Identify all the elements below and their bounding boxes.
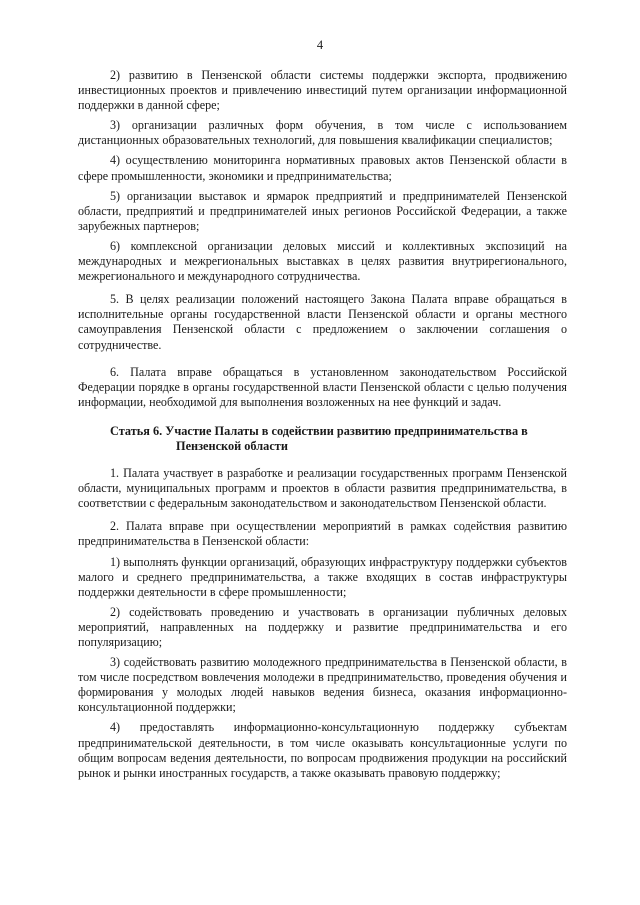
document-body [78,68,567,781]
article-heading-line2: Пензенской области [176,438,288,453]
paragraph-top-3: 4) осуществлению мониторинга нормативных правовых актов Пензенской области в сфере промышленности, экономики и предпринимательства; [78,153,567,183]
paragraph-bottom-1: 1. Палата участвует в разработке и реализации государственных программ Пензенской области, муниципальных программ и проектов в области развития предпринимательства, в соответствии с федеральным законодательством и законодательством Пензенской области. [78,466,567,511]
paragraph-top-5: 6) комплексной организации деловых миссий и коллективных экспозиций на международных и межрегиональных выставках в целях развития внутрирегионального, межрегионального и международного сотрудничества. [78,238,567,284]
paragraph-top-4: 5) организации выставок и ярмарок предприятий и предпринимателей Пензенской области, предприятий и предпринимателей иных регионов Российской Федерации, а также зарубежных партнеров; [78,188,567,233]
paragraph-top-6: 5. В целях реализации положений настоящего Закона Палата вправе обращаться в исполнительные органы государственной власти Пензенской области и органы местного самоуправления Пензенской области с предложением о заключении соглашения о сотрудничестве. [78,292,567,352]
paragraph-bottom-3: 1) выполнять функции организаций, образующих инфраструктуру поддержки субъектов малого и среднего предпринимательства, а также входящих в состав инфраструктуры поддержки деятельности в сфере промышленности; [78,554,567,599]
paragraph-bottom-4: 2) содействовать проведению и участвовать в организации публичных деловых мероприятий, направленных на поддержку и развитие предпринимательства и его популяризацию; [78,604,567,649]
page-number: 4 [316,38,324,52]
paragraph-top-1: 2) развитию в Пензенской области системы поддержки экспорта, продвижению инвестиционных проектов и привлечению инвестиций путем организации информационной поддержки в данной сфере; [78,68,567,113]
paragraph-bottom-5: 3) содействовать развитию молодежного предпринимательства в Пензенской области, в том числе посредством вовлечения молодежи в предпринимательство, проведения обучения и формирования у молодых людей навыков ведения бизнеса, оказания информационно-консультационной поддержки; [78,655,567,715]
article-heading-line1: Статья 6. Участие Палаты в содействии развитию предпринимательства в [110,423,528,438]
article-heading [78,424,567,454]
paragraph-top-7: 6. Палата вправе обращаться в установленном законодательством Российской Федерации порядке в органы государственной власти Пензенской области с целью получения информации, необходимой для выполнения возложенных на нее функций и задач. [78,364,567,409]
paragraph-top-2: 3) организации различных форм обучения, в том числе с использованием дистанционных образовательных технологий, для повышения квалификации специалистов; [78,118,567,148]
paragraph-bottom-6: 4) предоставлять информационно-консультационную поддержку субъектам предпринимательской деятельности, в том числе оказывать консультационные услуги по общим вопросам ведения деятельности, по вопросам продвижения продукции на российский рынок и рынки иностранных государств, а также оказывать правовую поддержку; [78,720,567,780]
paragraph-bottom-2: 2. Палата вправе при осуществлении мероприятий в рамках содействия развитию предпринимательства в Пензенской области: [78,519,567,549]
